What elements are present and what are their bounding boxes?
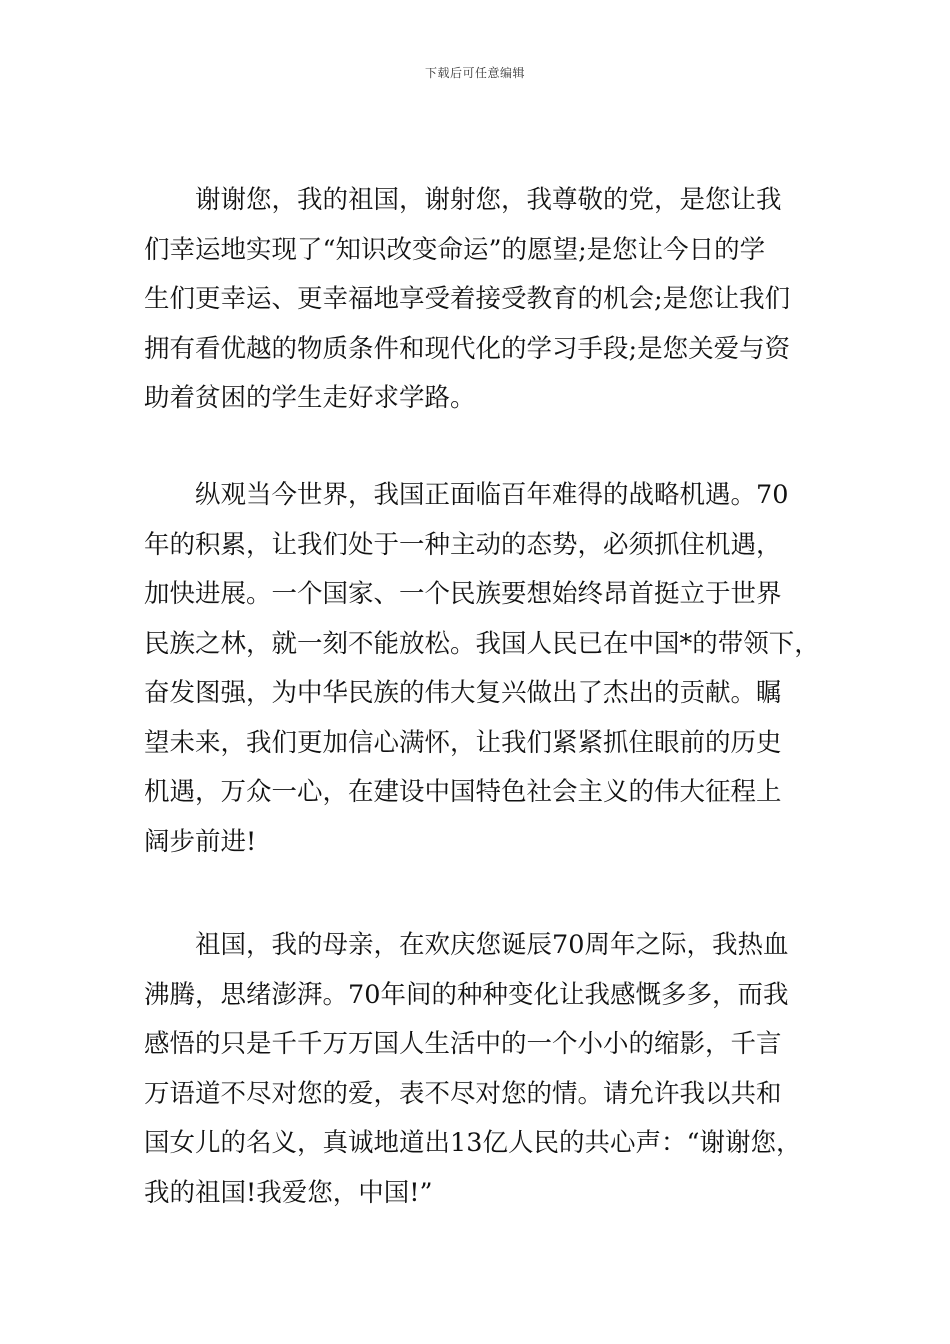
paragraph-line: 民族之林，就一刻不能放松。我国人民已在中国*的带领下， bbox=[144, 628, 820, 659]
paragraph-line: 生们更幸运、更幸福地享受着接受教育的机会;是您让我们 bbox=[144, 284, 791, 314]
paragraph-line: 沸腾，思绪澎湃。70年间的种种变化让我感慨多多，而我 bbox=[144, 979, 789, 1010]
paragraph-gratitude bbox=[144, 176, 844, 424]
paragraph-line: 机遇，万众一心，在建设中国特色社会主义的伟大征程上 bbox=[144, 777, 782, 807]
paragraph-line: 望未来，我们更加信心满怀，让我们紧紧抓住眼前的历史 bbox=[144, 727, 782, 758]
paragraph-line: 们幸运地实现了“知识改变命运”的愿望;是您让今日的学 bbox=[144, 234, 766, 265]
paragraph-line: 加快进展。一个国家、一个民族要想始终昂首挺立于世界 bbox=[144, 579, 782, 609]
paragraph-line: 国女儿的名义，真诚地道出13亿人民的共心声：“谢谢您， bbox=[144, 1128, 802, 1158]
paragraph-line: 万语道不尽对您的爱，表不尽对您的情。请允许我以共和 bbox=[144, 1078, 782, 1109]
paragraph-line: 阔步前进! bbox=[144, 826, 257, 857]
paragraph-line: 谢谢您，我的祖国，谢射您，我尊敬的党，是您让我 bbox=[195, 185, 782, 215]
paragraph-motherland bbox=[144, 921, 844, 1218]
paragraph-opportunity bbox=[144, 471, 844, 867]
paragraph-line: 我的祖国!我爱您，中国!” bbox=[144, 1177, 433, 1208]
paragraph-line: 拥有看优越的物质条件和现代化的学习手段;是您关爱与资 bbox=[144, 333, 791, 364]
paragraph-line: 年的积累，让我们处于一种主动的态势，必须抓住机遇， bbox=[144, 529, 782, 560]
paragraph-line: 奋发图强，为中华民族的伟大复兴做出了杰出的贡献。瞩 bbox=[144, 678, 782, 708]
header-note: 下载后可任意编辑 bbox=[424, 66, 525, 80]
paragraph-line: 纵观当今世界，我国正面临百年难得的战略机遇。70 bbox=[195, 480, 789, 510]
paragraph-line: 助着贫困的学生走好求学路。 bbox=[144, 383, 476, 413]
paragraph-line: 感悟的只是千千万万国人生活中的一个小小的缩影，千言 bbox=[144, 1029, 782, 1059]
paragraph-line: 祖国，我的母亲，在欢庆您诞辰70周年之际，我热血 bbox=[195, 930, 789, 960]
